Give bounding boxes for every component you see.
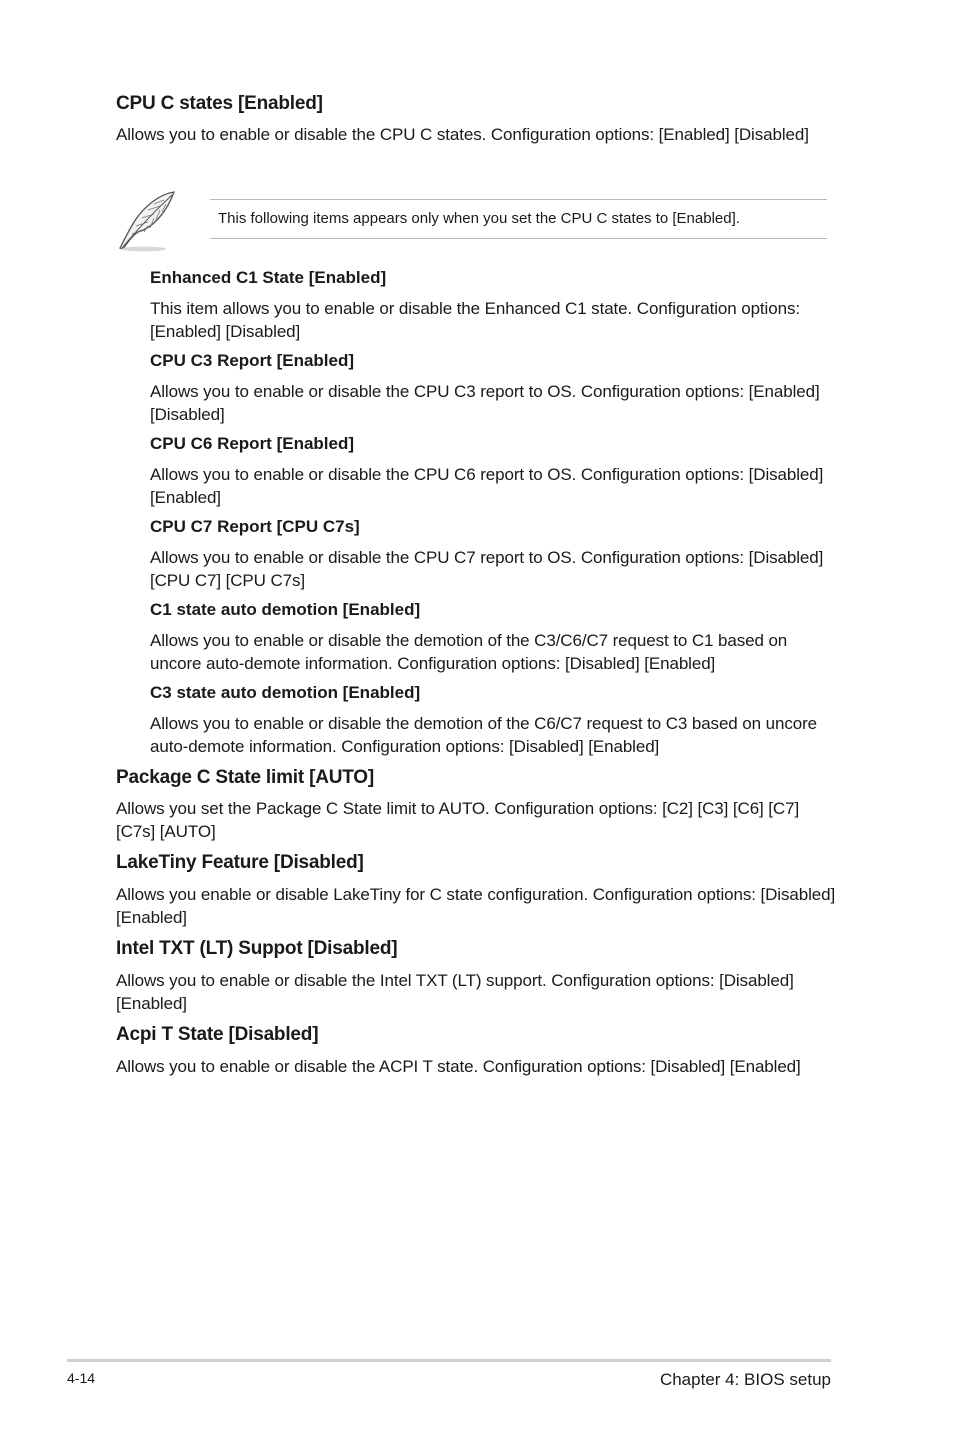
c3-auto-demotion-heading: C3 state auto demotion [Enabled] [150,683,421,702]
note-bottom-rule [210,238,827,239]
enhanced-c1-description: This item allows you to enable or disable the Enhanced C1 state. Configuration options: [Enabled] [Disabled] [150,299,800,341]
note-top-rule [210,199,827,200]
cpu-c6-report-heading: CPU C6 Report [Enabled] [150,434,355,453]
cpu-c3-report-heading: CPU C3 Report [Enabled] [150,351,355,370]
enhanced-c1-heading: Enhanced C1 State [Enabled] [150,268,387,287]
c1-auto-demotion-description: Allows you to enable or disable the demotion of the C3/C6/C7 request to C1 based on uncore auto-demote information. Configuration options: [Disabled] [Enabled] [150,631,788,673]
laketiny-heading: LakeTiny Feature [Disabled] [116,852,364,873]
cpu-c3-report-description: Allows you to enable or disable the CPU C3 report to OS. Configuration options: [Enabled] [Disabled] [150,382,820,424]
c3-auto-demotion-description: Allows you to enable or disable the demotion of the C6/C7 request to C3 based on uncore auto-demote information. Configuration options: [Disabled] [Enabled] [150,714,818,756]
package-c-state-description: Allows you set the Package C State limit to AUTO. Configuration options: [C2] [C3] [C6] [C7] [C7s] [AUTO] [116,799,800,841]
intel-txt-description: Allows you to enable or disable the Intel TXT (LT) support. Configuration options: [Disabled] [Enabled] [116,971,794,1013]
c1-auto-demotion-heading: C1 state auto demotion [Enabled] [150,600,421,619]
laketiny-description: Allows you enable or disable LakeTiny for C state configuration. Configuration options: [Disabled] [Enabled] [116,885,836,927]
feather-pen-icon [114,188,180,254]
footer-rule [67,1359,831,1362]
cpu-c7-report-heading: CPU C7 Report [CPU C7s] [150,517,360,536]
acpi-t-state-description: Allows you to enable or disable the ACPI T state. Configuration options: [Disabled] [Enabled] [116,1057,801,1076]
chapter-title: Chapter 4: BIOS setup [659,1370,831,1389]
intel-txt-heading: Intel TXT (LT) Suppot [Disabled] [116,938,398,959]
cpu-c7-report-description: Allows you to enable or disable the CPU C7 report to OS. Configuration options: [Disabled] [CPU C7] [CPU C7s] [150,548,824,590]
cpu-c6-report-description: Allows you to enable or disable the CPU C6 report to OS. Configuration options: [Disabled] [Enabled] [150,465,824,507]
cpu-c-states-heading: CPU C states [Enabled] [116,93,323,114]
note-text: This following items appears only when you set the CPU C states to [Enabled]. [218,210,740,227]
package-c-state-heading: Package C State limit [AUTO] [116,767,375,788]
acpi-t-state-heading: Acpi T State [Disabled] [116,1024,319,1045]
page-number: 4-14 [67,1370,96,1386]
cpu-c-states-description: Allows you to enable or disable the CPU C states. Configuration options: [Enabled] [Disabled] [116,125,809,144]
